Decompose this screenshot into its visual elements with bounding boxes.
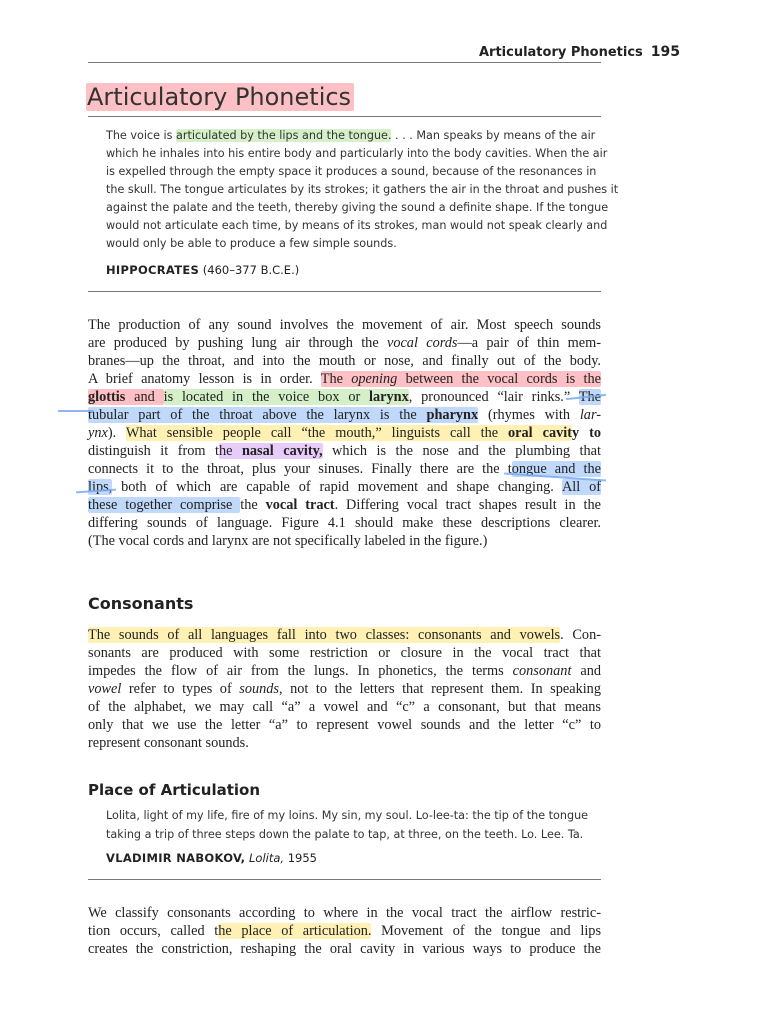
text: (rhymes with <box>478 407 580 423</box>
paragraph-line <box>88 316 601 334</box>
term-pharynx: pharynx <box>426 407 479 423</box>
epigraph-author: HIPPOCRATES <box>106 263 200 277</box>
highlight-yellow: The sounds of all languages fall into two classes: consonants and vowels <box>88 627 561 643</box>
epigraph-dates: (460–377 B.C.E.) <box>199 263 300 277</box>
text: sonants are produced with some restriction or closure in the vocal tract that <box>88 645 601 661</box>
paragraph-line <box>88 388 601 406</box>
text: differing sounds of language. Figure 4.1 should make these descriptions clearer. <box>88 515 601 531</box>
term-oral-cavity: oral cavit <box>508 425 572 441</box>
text: The production of any sound involves the movement of air. Most speech sounds <box>88 317 601 333</box>
text: both of which are capable of rapid movement and shape changing. <box>112 479 562 495</box>
chapter-title <box>86 82 354 112</box>
highlight-yellow: he place of articulation. <box>218 923 372 939</box>
epigraph-line <box>106 127 595 145</box>
text: distinguish it from t <box>88 443 219 459</box>
text: . Differing vocal tract shapes result in the <box>334 497 601 513</box>
text: between the vocal cords is the <box>397 371 601 387</box>
epigraph-line: Lolita, light of my life, fire of my loins. My sin, my soul. Lo-lee-ta: the tip of the tongue <box>106 809 589 822</box>
text: , pronounced “lair rinks.” <box>408 389 579 405</box>
epigraph-divider <box>88 879 601 880</box>
text: is located in the voice box or <box>163 389 370 405</box>
term-vocal-cords: vocal cords <box>386 335 458 351</box>
epigraph-author: VLADIMIR NABOKOV, <box>106 851 246 865</box>
epigraph-line: which he inhales into his entire body and particularly into the body cavities. When the air <box>106 147 608 160</box>
highlight-yellow <box>126 425 572 441</box>
paragraph-line <box>88 626 601 644</box>
term-consonant: consonant <box>512 663 572 679</box>
highlight-blue: The <box>578 389 601 405</box>
term-vocal-tract: vocal tract <box>265 497 335 513</box>
text: tubular part of the throat above the larynx is the <box>88 407 427 423</box>
paragraph-line <box>88 734 601 752</box>
text: What sensible people call “the mouth,” linguists call the <box>125 425 509 441</box>
text: (The vocal cords and larynx are not specifically labeled in the figure.) <box>88 533 488 549</box>
highlight-blue <box>88 407 478 423</box>
text: tion occurs, called t <box>88 923 219 939</box>
text: connects it to the throat, plus your sinuses. Finally there are the t <box>88 461 512 477</box>
text-italic: ynx <box>88 425 108 441</box>
text: and <box>125 389 164 405</box>
highlight-red <box>321 371 601 387</box>
paragraph-line <box>88 904 601 922</box>
epigraph-line: against the palate and the teeth, thereby giving the sound a definite shape. If the tongue <box>106 201 609 214</box>
title-divider <box>88 116 601 117</box>
term-nasal-cavity: nasal cavity, <box>241 443 323 459</box>
paragraph-line <box>88 334 601 352</box>
epigraph-line: would not articulate each time, by means of its strokes, man would not speak clearly and <box>106 219 608 232</box>
epigraph-attribution <box>106 849 317 867</box>
paragraph-line <box>88 532 601 550</box>
paragraph-line <box>88 922 601 940</box>
text: branes—up the throat, and into the mouth or nose, and finally out of the body. <box>88 353 601 369</box>
term-vowel: vowel <box>88 681 122 697</box>
epigraph-year: 1955 <box>284 851 317 865</box>
epigraph-line: would only be able to produce a few simple sounds. <box>106 237 397 250</box>
paragraph-line <box>88 662 601 680</box>
text: Movement of the tongue and lips <box>371 923 602 939</box>
highlight-blue: lips, <box>88 479 113 495</box>
epigraph-attribution <box>106 261 299 279</box>
text: A brief anatomy lesson is in order. <box>88 371 321 387</box>
paragraph-line <box>88 940 601 958</box>
epigraph-divider <box>88 291 601 292</box>
epigraph-highlight: articulated by the lips and the tongue. <box>176 129 392 142</box>
term-opening: opening <box>351 371 398 387</box>
text: which is the nose and the plumbing that <box>322 443 601 459</box>
paragraph-line <box>88 424 601 442</box>
text: the <box>240 497 266 513</box>
term-larynx: larynx <box>369 389 409 405</box>
text: represent consonant sounds. <box>88 735 249 751</box>
highlight-green <box>164 389 409 405</box>
paragraph-line <box>88 406 601 424</box>
pen-mark <box>58 410 94 412</box>
epigraph-text: The voice is <box>106 129 177 142</box>
text: are produced by pushing lung air through the <box>88 335 387 351</box>
paragraph-line <box>88 698 601 716</box>
running-head <box>479 44 680 60</box>
section-heading-place-of-articulation: Place of Articulation <box>88 781 261 799</box>
text-italic: lar- <box>579 407 601 423</box>
text: only that we use the letter “a” to represent vowel sounds and the letter “c” to <box>88 717 601 733</box>
text: refer to types of <box>121 681 240 697</box>
text-bold: y to <box>571 425 601 441</box>
paragraph-line <box>88 478 601 496</box>
text: . Con- <box>560 627 601 643</box>
text: and <box>571 663 601 679</box>
highlight-blue: All of <box>561 479 601 495</box>
paragraph-line <box>88 644 601 662</box>
epigraph-text: . . . Man speaks by means of the air <box>391 129 596 142</box>
highlight-red <box>88 389 164 405</box>
paragraph-line <box>88 442 601 460</box>
paragraph-line <box>88 514 601 532</box>
epigraph-line: the skull. The tongue articulates by its strokes; it gathers the air in the throat and pushes it <box>106 183 619 196</box>
text: We classify consonants according to where in the vocal tract the airflow restric- <box>88 905 601 921</box>
highlight-blue: these together comprise <box>88 497 241 513</box>
paragraph-line <box>88 352 601 370</box>
epigraph-work: Lolita, <box>249 851 285 865</box>
text: , not to the letters that represent them. In speaking <box>279 681 601 697</box>
section-heading-consonants: Consonants <box>88 594 194 613</box>
page-number: 195 <box>650 44 680 60</box>
highlight-blue: ongue and the <box>511 461 601 477</box>
text: he <box>218 443 242 459</box>
text: creates the constriction, reshaping the oral cavity in various ways to produce the <box>88 941 601 957</box>
text: impedes the flow of air from the lungs. In phonetics, the terms <box>88 663 513 679</box>
paragraph-line <box>88 680 601 698</box>
epigraph-line: is expelled through the empty space it produces a sound, because of the resonances in <box>106 165 597 178</box>
chapter-title-text: Articulatory Phonetics <box>86 83 354 111</box>
text: ). <box>107 425 126 441</box>
text: of the alphabet, we may call “a” a vowel and “c” a consonant, but that means <box>88 699 601 715</box>
term-glottis: glottis <box>88 389 126 405</box>
header-divider <box>88 62 601 63</box>
paragraph-line <box>88 370 601 388</box>
term-sounds: sounds <box>239 681 279 697</box>
epigraph-line: taking a trip of three steps down the palate to tap, at three, on the teeth. Lo. Lee. Ta. <box>106 828 584 841</box>
paragraph-line <box>88 716 601 734</box>
paragraph-line <box>88 496 601 514</box>
text: The <box>320 371 352 387</box>
text: —a pair of thin mem- <box>457 335 601 351</box>
running-head-title: Articulatory Phonetics <box>478 45 643 60</box>
highlight-purple <box>219 443 323 459</box>
